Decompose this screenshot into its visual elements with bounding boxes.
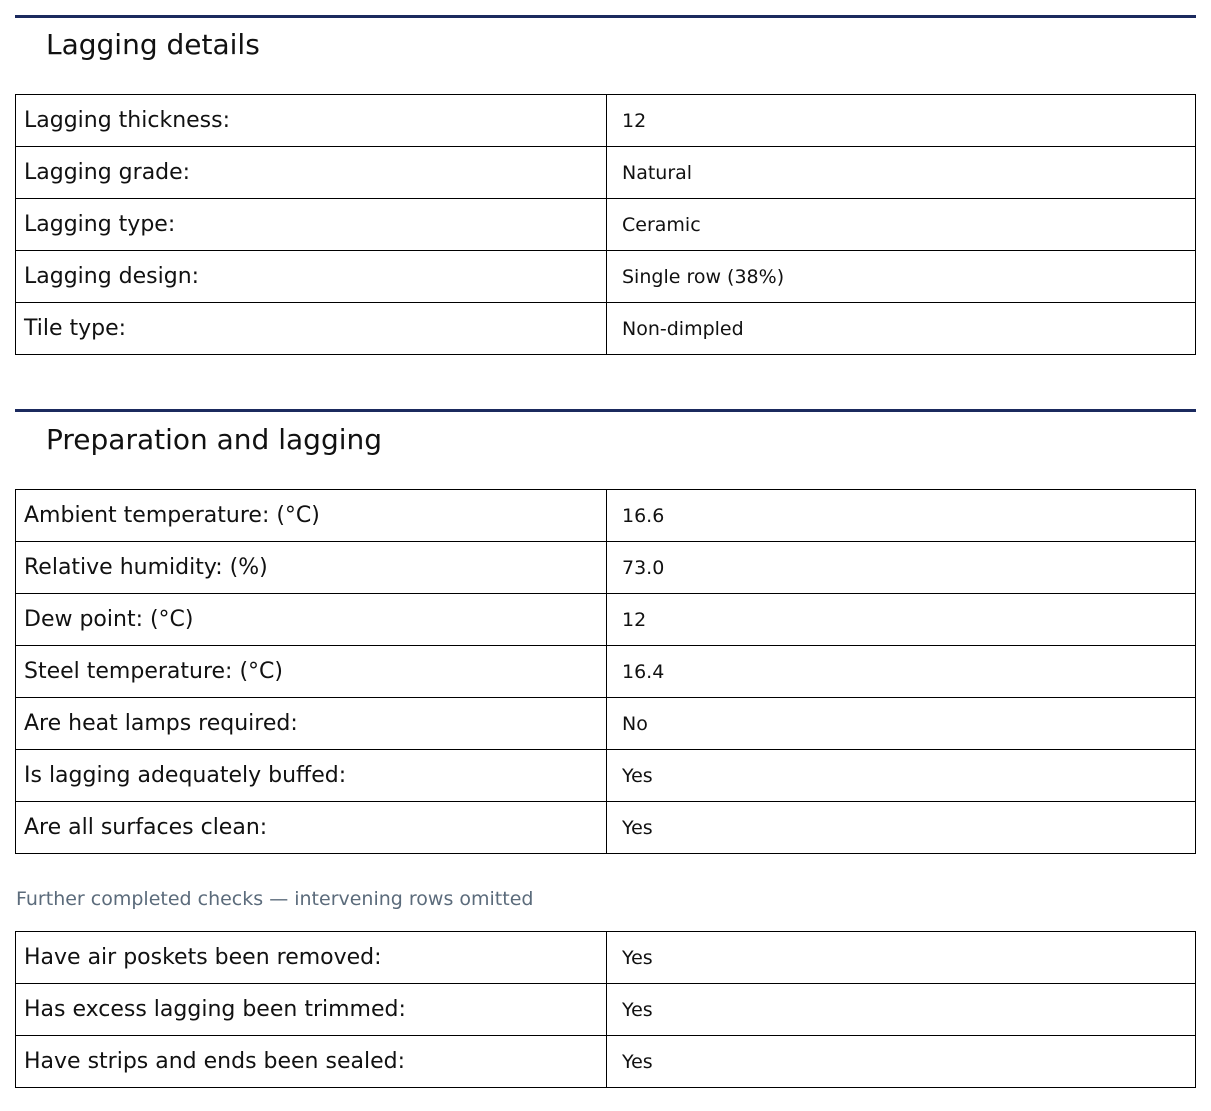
table-row — [16, 490, 1196, 542]
row-value: Non-dimpled — [607, 303, 1196, 355]
table-row — [16, 1036, 1196, 1088]
row-label: Are heat lamps required: — [16, 698, 607, 750]
row-value: Yes — [607, 1036, 1196, 1088]
table-row — [16, 542, 1196, 594]
row-label: Lagging design: — [16, 251, 607, 303]
row-value: Yes — [607, 802, 1196, 854]
row-value: 16.6 — [607, 490, 1196, 542]
preparation-table — [15, 489, 1196, 854]
row-value: Ceramic — [607, 199, 1196, 251]
table-row — [16, 698, 1196, 750]
row-label: Ambient temperature: (°C) — [16, 490, 607, 542]
table-row — [16, 147, 1196, 199]
row-label: Lagging type: — [16, 199, 607, 251]
section-title-lagging-details: Lagging details — [46, 28, 260, 61]
lagging-details-table — [15, 94, 1196, 355]
row-value: 12 — [607, 594, 1196, 646]
table-row — [16, 802, 1196, 854]
row-value: 16.4 — [607, 646, 1196, 698]
row-label: Has excess lagging been trimmed: — [16, 984, 607, 1036]
row-value: Natural — [607, 147, 1196, 199]
row-label: Dew point: (°C) — [16, 594, 607, 646]
row-value: Single row (38%) — [607, 251, 1196, 303]
row-value: Yes — [607, 750, 1196, 802]
table-row — [16, 932, 1196, 984]
row-value: 73.0 — [607, 542, 1196, 594]
table-row — [16, 984, 1196, 1036]
section-divider — [15, 15, 1196, 18]
row-label: Steel temperature: (°C) — [16, 646, 607, 698]
table-row — [16, 594, 1196, 646]
omitted-rows-note: Further completed checks — intervening rows omitted — [16, 888, 534, 910]
table-row — [16, 251, 1196, 303]
table-row — [16, 646, 1196, 698]
table-row — [16, 303, 1196, 355]
row-label: Lagging thickness: — [16, 95, 607, 147]
row-label: Lagging grade: — [16, 147, 607, 199]
section-title-preparation: Preparation and lagging — [46, 423, 383, 456]
row-label: Is lagging adequately buffed: — [16, 750, 607, 802]
row-value: No — [607, 698, 1196, 750]
table-row — [16, 95, 1196, 147]
row-label: Are all surfaces clean: — [16, 802, 607, 854]
row-label: Have strips and ends been sealed: — [16, 1036, 607, 1088]
row-label: Relative humidity: (%) — [16, 542, 607, 594]
row-value: Yes — [607, 984, 1196, 1036]
table-row — [16, 199, 1196, 251]
section-divider — [15, 409, 1196, 412]
row-label: Have air poskets been removed: — [16, 932, 607, 984]
row-value: 12 — [607, 95, 1196, 147]
table-row — [16, 750, 1196, 802]
row-value: Yes — [607, 932, 1196, 984]
preparation-table-continued — [15, 931, 1196, 1088]
row-label: Tile type: — [16, 303, 607, 355]
